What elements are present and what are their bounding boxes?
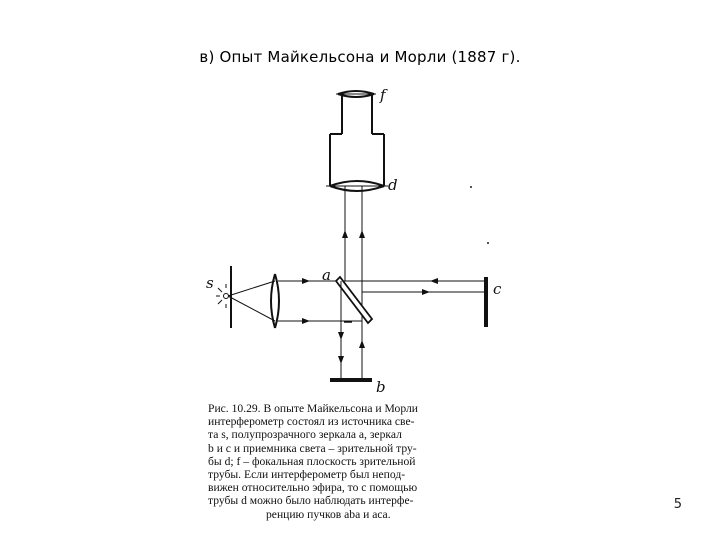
caption-line: бы d; f – фокальная плоскость зрительной [208,454,416,468]
speck [487,242,489,244]
caption-line: b и c и приемника света – зрительной тру- [208,441,417,455]
label-a: a [322,266,331,284]
michelson-interferometer-diagram [190,78,550,398]
label-s: s [206,274,214,292]
caption-line: трубы d можно было наблюдать интерфе- [208,494,414,508]
mirror-c [484,277,488,327]
caption-line: ренцию пучков aba и aca. [266,507,391,521]
caption-line: та s, полупрозрачного зеркала a, зеркал [208,428,402,442]
light-source-s [216,284,229,308]
telescope-eyepiece-tube [330,94,384,134]
slide-title: в) Опыт Майкельсона и Морли (1887 г). [199,48,521,66]
page-number: 5 [673,497,682,512]
objective-lens-d [326,181,388,191]
label-d: d [388,176,398,194]
label-b: b [376,378,386,396]
speck [470,186,472,188]
mirror-b [330,378,372,382]
label-f: f [380,86,386,104]
caption-line: интерферометр состоял из источника све- [208,415,415,429]
label-c: c [493,280,502,298]
source-beam-cone [228,281,275,321]
caption-line: трубы. Если интерферометр был непод- [208,468,406,482]
caption-line: вижен относительно эфира, то с помощью [208,481,418,495]
telescope-body-d [330,134,384,186]
caption-line: Рис. 10.29. В опыте Майкельсона и Морли [208,402,418,415]
horizontal-beams [278,281,485,321]
figure-caption [208,402,520,521]
arrows-down [338,332,365,364]
collimating-lens [271,274,279,328]
